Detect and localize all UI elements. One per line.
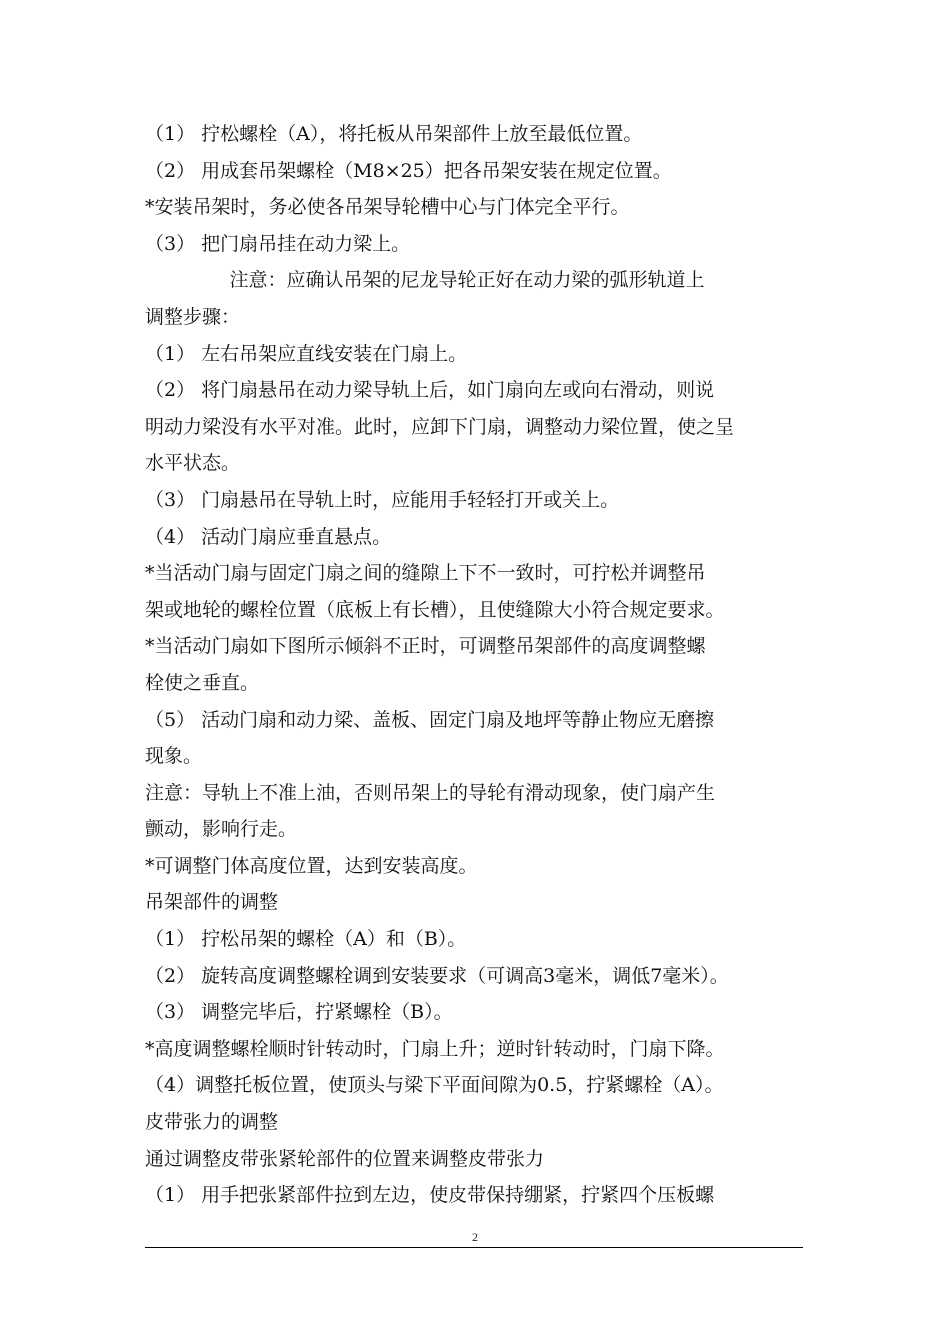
text-line: *当活动门扇与固定门扇之间的缝隙上下不一致时，可拧松并调整吊 (145, 562, 706, 585)
text-line: 注意：导轨上不准上油，否则吊架上的导轮有滑动现象，使门扇产生 (145, 781, 716, 804)
body-text (145, 116, 815, 1214)
text-line: 颤动，影响行走。 (145, 818, 298, 841)
text-line: （3） 调整完毕后，拧紧螺栓（B）。 (145, 1001, 453, 1024)
text-line: 皮带张力的调整 (145, 1111, 279, 1134)
text-line: （3） 把门扇吊挂在动力梁上。 (145, 232, 411, 255)
text-line: *安装吊架时，务必使各吊架导轮槽中心与门体完全平行。 (145, 196, 630, 219)
text-line: （3） 门扇悬吊在导轨上时，应能用手轻轻打开或关上。 (145, 488, 620, 511)
text-line: 调整步骤： (145, 305, 241, 328)
text-line: 栓使之垂直。 (145, 671, 260, 694)
text-line: 明动力梁没有水平对准。此时，应卸下门扇，调整动力梁位置，使之呈 (145, 415, 735, 438)
text-line: （4）调整托板位置，使顶头与梁下平面间隙为0.5，拧紧螺栓（A）。 (145, 1074, 724, 1097)
text-line: 通过调整皮带张紧轮部件的位置来调整皮带张力 (145, 1147, 545, 1170)
text-line: 架或地轮的螺栓位置（底板上有长槽），且使缝隙大小符合规定要求。 (145, 598, 725, 621)
text-line: （1） 用手把张紧部件拉到左边，使皮带保持绷紧，拧紧四个压板螺 (145, 1184, 715, 1207)
text-line: （1） 拧松吊架的螺栓（A）和（B）。 (145, 928, 467, 951)
text-line: 注意：应确认吊架的尼龙导轮正好在动力梁的弧形轨道上 (145, 269, 705, 292)
footer-rule (145, 1247, 803, 1248)
text-line: 现象。 (145, 745, 203, 768)
text-line: *当活动门扇如下图所示倾斜不正时，可调整吊架部件的高度调整螺 (145, 635, 706, 658)
text-line: *可调整门体高度位置，达到安装高度。 (145, 854, 478, 877)
text-line: *高度调整螺栓顺时针转动时，门扇上升；逆时针转动时，门扇下降。 (145, 1037, 725, 1060)
text-line: 吊架部件的调整 (145, 891, 279, 914)
text-line: （4） 活动门扇应垂直悬点。 (145, 525, 392, 548)
text-line: （2） 用成套吊架螺栓（M8×25）把各吊架安装在规定位置。 (145, 159, 672, 182)
text-line: （2） 旋转高度调整螺栓调到安装要求（可调高3毫米，调低7毫米）。 (145, 964, 729, 987)
text-line: （2） 将门扇悬吊在动力梁导轨上后，如门扇向左或向右滑动，则说 (145, 379, 715, 402)
text-line: （1） 左右吊架应直线安装在门扇上。 (145, 342, 468, 365)
text-line: （5） 活动门扇和动力梁、盖板、固定门扇及地坪等静止物应无磨擦 (145, 708, 715, 731)
text-line: （1） 拧松螺栓（A），将托板从吊架部件上放至最低位置。 (145, 123, 643, 145)
text-line: 水平状态。 (145, 452, 241, 475)
page-number: 2 (472, 1230, 478, 1244)
